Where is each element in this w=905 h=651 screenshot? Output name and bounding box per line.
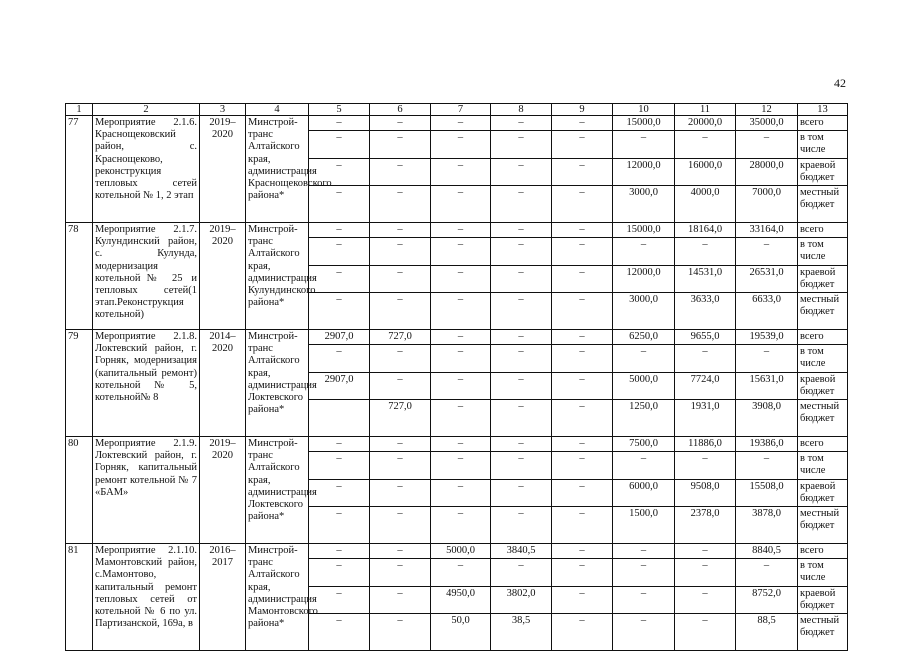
funding-source: краевой бюджет	[798, 158, 848, 185]
funding-value: –	[552, 586, 613, 613]
funding-value: –	[552, 345, 613, 372]
funding-value: –	[309, 116, 370, 131]
funding-value: –	[552, 507, 613, 544]
funding-value: 8840,5	[736, 544, 798, 559]
funding-value: 20000,0	[675, 116, 736, 131]
funding-source: краевой бюджет	[798, 586, 848, 613]
funding-value: –	[491, 452, 552, 479]
funding-value: –	[491, 479, 552, 506]
column-header: 13	[798, 104, 848, 116]
funding-value: –	[431, 238, 491, 265]
funding-value: –	[491, 293, 552, 330]
funding-source: в том числе	[798, 238, 848, 265]
funding-value: 3840,5	[491, 544, 552, 559]
funding-value: 1500,0	[613, 507, 675, 544]
funding-value: –	[309, 293, 370, 330]
funding-value: 19539,0	[736, 330, 798, 345]
funding-value: 727,0	[370, 330, 431, 345]
column-header: 7	[431, 104, 491, 116]
funding-value: –	[675, 586, 736, 613]
funding-value: –	[431, 345, 491, 372]
funding-value: –	[431, 293, 491, 330]
table-row	[66, 223, 848, 238]
funding-value: –	[370, 238, 431, 265]
funding-value: –	[309, 479, 370, 506]
funding-value: 727,0	[370, 400, 431, 437]
funding-value: –	[491, 372, 552, 399]
funding-value: –	[370, 158, 431, 185]
funding-value: –	[613, 131, 675, 158]
implementation-period: 2016– 2017	[200, 544, 246, 651]
funding-value: –	[491, 186, 552, 223]
responsible-executor: Минстрой-транс Алтайского края, администрация Краснощековского района*	[246, 116, 309, 223]
funding-value: –	[552, 559, 613, 586]
funding-value: 35000,0	[736, 116, 798, 131]
funding-value: –	[675, 452, 736, 479]
funding-value: –	[491, 223, 552, 238]
funding-value: 4000,0	[675, 186, 736, 223]
column-header: 3	[200, 104, 246, 116]
funding-value: –	[613, 559, 675, 586]
funding-value: –	[552, 479, 613, 506]
funding-source: краевой бюджет	[798, 265, 848, 292]
funding-value: –	[370, 586, 431, 613]
funding-value: –	[370, 293, 431, 330]
funding-value: –	[309, 238, 370, 265]
funding-value: –	[613, 544, 675, 559]
column-header: 2	[93, 104, 200, 116]
funding-value: –	[552, 223, 613, 238]
funding-value: –	[675, 238, 736, 265]
funding-value: –	[370, 186, 431, 223]
funding-value: –	[613, 345, 675, 372]
funding-source: всего	[798, 330, 848, 345]
funding-value: 2378,0	[675, 507, 736, 544]
column-header: 8	[491, 104, 552, 116]
funding-value: –	[491, 158, 552, 185]
funding-value: –	[491, 131, 552, 158]
funding-value: 5000,0	[613, 372, 675, 399]
page-number: 42	[834, 76, 846, 90]
funding-source: в том числе	[798, 559, 848, 586]
funding-value: –	[552, 400, 613, 437]
funding-value: –	[736, 559, 798, 586]
record-number: 80	[66, 437, 93, 544]
funding-value: 7724,0	[675, 372, 736, 399]
funding-value: –	[552, 614, 613, 651]
funding-value: 7000,0	[736, 186, 798, 223]
funding-value: –	[309, 544, 370, 559]
funding-value: 1931,0	[675, 400, 736, 437]
implementation-period: 2019– 2020	[200, 223, 246, 330]
column-header: 12	[736, 104, 798, 116]
column-header: 9	[552, 104, 613, 116]
column-number-header-row	[66, 104, 848, 116]
funding-value	[309, 400, 370, 437]
funding-value: –	[675, 131, 736, 158]
funding-source: всего	[798, 437, 848, 452]
funding-source: краевой бюджет	[798, 479, 848, 506]
funding-value: –	[552, 158, 613, 185]
funding-value: –	[613, 452, 675, 479]
funding-value: –	[431, 330, 491, 345]
funding-value: 3878,0	[736, 507, 798, 544]
column-header: 10	[613, 104, 675, 116]
funding-value: 3633,0	[675, 293, 736, 330]
funding-value: 15631,0	[736, 372, 798, 399]
funding-value: –	[431, 131, 491, 158]
funding-source: местный бюджет	[798, 186, 848, 223]
funding-value: –	[613, 586, 675, 613]
funding-value: –	[552, 544, 613, 559]
table-row	[66, 437, 848, 452]
funding-value: –	[431, 507, 491, 544]
funding-value: –	[431, 265, 491, 292]
funding-value: –	[370, 372, 431, 399]
funding-source: в том числе	[798, 452, 848, 479]
record-number: 78	[66, 223, 93, 330]
funding-value: 1250,0	[613, 400, 675, 437]
funding-value: –	[370, 507, 431, 544]
funding-value: –	[491, 507, 552, 544]
funding-value: –	[431, 372, 491, 399]
funding-value: –	[675, 544, 736, 559]
implementation-period: 2019– 2020	[200, 437, 246, 544]
record-number: 79	[66, 330, 93, 437]
funding-value: –	[613, 238, 675, 265]
funding-value: 15000,0	[613, 116, 675, 131]
funding-value: –	[736, 345, 798, 372]
funding-source: всего	[798, 116, 848, 131]
funding-value: –	[370, 544, 431, 559]
responsible-executor: Минстрой-транс Алтайского края, администрация Локтевского района*	[246, 437, 309, 544]
funding-value: –	[431, 452, 491, 479]
funding-value: –	[736, 452, 798, 479]
funding-value: –	[309, 559, 370, 586]
funding-value: 6000,0	[613, 479, 675, 506]
funding-value: –	[309, 507, 370, 544]
funding-value: –	[552, 372, 613, 399]
funding-value: –	[370, 452, 431, 479]
funding-value: 28000,0	[736, 158, 798, 185]
funding-value: –	[370, 131, 431, 158]
funding-value: 19386,0	[736, 437, 798, 452]
table-row	[66, 116, 848, 131]
funding-value: –	[552, 238, 613, 265]
funding-value: –	[431, 437, 491, 452]
funding-value: –	[309, 223, 370, 238]
funding-value: –	[431, 559, 491, 586]
responsible-executor: Минстрой-транс Алтайского края, администрация Кулундинского района*	[246, 223, 309, 330]
responsible-executor: Минстрой-транс Алтайского края, администрация Мамонтовского района*	[246, 544, 309, 651]
funding-value: –	[491, 400, 552, 437]
funding-value: 9655,0	[675, 330, 736, 345]
funding-source: местный бюджет	[798, 293, 848, 330]
funding-source: в том числе	[798, 131, 848, 158]
implementation-period: 2014– 2020	[200, 330, 246, 437]
funding-value: –	[491, 116, 552, 131]
funding-value: 18164,0	[675, 223, 736, 238]
funding-value: –	[491, 265, 552, 292]
funding-value: 5000,0	[431, 544, 491, 559]
funding-value: 6250,0	[613, 330, 675, 345]
funding-value: 12000,0	[613, 265, 675, 292]
funding-value: 3908,0	[736, 400, 798, 437]
measure-name: Мероприятие 2.1.6. Краснощековский район, с. Краснощеково, реконструкция тепловых сетей котельной № 1, 2 этап	[93, 116, 200, 223]
funding-value: 3802,0	[491, 586, 552, 613]
funding-value: –	[370, 116, 431, 131]
funding-value: –	[552, 116, 613, 131]
funding-value: –	[370, 223, 431, 238]
funding-value: –	[552, 293, 613, 330]
funding-value: 14531,0	[675, 265, 736, 292]
funding-value: –	[552, 186, 613, 223]
funding-value: 3000,0	[613, 186, 675, 223]
funding-value: 11886,0	[675, 437, 736, 452]
funding-source: краевой бюджет	[798, 372, 848, 399]
funding-value: –	[309, 131, 370, 158]
record-number: 77	[66, 116, 93, 223]
funding-value: –	[370, 479, 431, 506]
funding-value: –	[736, 238, 798, 265]
funding-source: в том числе	[798, 345, 848, 372]
column-header: 6	[370, 104, 431, 116]
column-header: 1	[66, 104, 93, 116]
table-row	[66, 330, 848, 345]
measure-name: Мероприятие 2.1.8. Локтевский район, г. Горняк, модернизация (капитальный ремонт) котельной № 5, котельной№ 8	[93, 330, 200, 437]
funding-value: 3000,0	[613, 293, 675, 330]
funding-value: –	[309, 158, 370, 185]
funding-value: –	[309, 345, 370, 372]
funding-value: –	[491, 559, 552, 586]
funding-value: –	[675, 559, 736, 586]
funding-value: –	[675, 614, 736, 651]
column-header: 4	[246, 104, 309, 116]
funding-value: –	[431, 223, 491, 238]
funding-value: –	[370, 265, 431, 292]
funding-value: –	[431, 186, 491, 223]
funding-value: –	[491, 437, 552, 452]
measure-name: Мероприятие 2.1.10. Мамонтовский район, с.Мамонтово, капитальный ремонт тепловых сетей от котельной № 6 по ул. Партизанской, 169а, в	[93, 544, 200, 651]
funding-value: –	[370, 437, 431, 452]
funding-value: 88,5	[736, 614, 798, 651]
implementation-period: 2019– 2020	[200, 116, 246, 223]
funding-value: –	[552, 131, 613, 158]
funding-value: –	[309, 452, 370, 479]
funding-value: –	[675, 345, 736, 372]
funding-value: –	[491, 238, 552, 265]
funding-value: –	[431, 116, 491, 131]
funding-value: –	[309, 586, 370, 613]
funding-value: –	[309, 437, 370, 452]
column-header: 5	[309, 104, 370, 116]
funding-value: 16000,0	[675, 158, 736, 185]
table-body	[66, 116, 848, 651]
column-header: 11	[675, 104, 736, 116]
table-row	[66, 544, 848, 559]
funding-value: –	[431, 400, 491, 437]
funding-source: местный бюджет	[798, 400, 848, 437]
funding-value: 33164,0	[736, 223, 798, 238]
funding-source: местный бюджет	[798, 507, 848, 544]
funding-value: 7500,0	[613, 437, 675, 452]
funding-value: –	[370, 345, 431, 372]
funding-source: всего	[798, 544, 848, 559]
program-measures-table	[65, 103, 848, 651]
funding-value: 6633,0	[736, 293, 798, 330]
funding-value: 2907,0	[309, 372, 370, 399]
funding-value: –	[309, 186, 370, 223]
funding-value: 8752,0	[736, 586, 798, 613]
measure-name: Мероприятие 2.1.9. Локтевский район, г. Горняк, капитальный ремонт котельной № 7 «БАМ»	[93, 437, 200, 544]
funding-value: 2907,0	[309, 330, 370, 345]
funding-value: –	[552, 452, 613, 479]
funding-value: –	[370, 614, 431, 651]
funding-value: 15508,0	[736, 479, 798, 506]
funding-value: –	[613, 614, 675, 651]
funding-value: 15000,0	[613, 223, 675, 238]
funding-value: –	[552, 330, 613, 345]
funding-source: всего	[798, 223, 848, 238]
funding-source: местный бюджет	[798, 614, 848, 651]
record-number: 81	[66, 544, 93, 651]
funding-value: 12000,0	[613, 158, 675, 185]
funding-value: –	[491, 345, 552, 372]
funding-value: –	[552, 437, 613, 452]
funding-value: –	[431, 158, 491, 185]
funding-value: 26531,0	[736, 265, 798, 292]
funding-value: 9508,0	[675, 479, 736, 506]
funding-value: –	[736, 131, 798, 158]
funding-value: 50,0	[431, 614, 491, 651]
measure-name: Мероприятие 2.1.7. Кулундинский район, с. Кулунда, модернизация котельной№ 25 и тепловых сетей(1 этап.Реконструкция котельной)	[93, 223, 200, 330]
funding-value: –	[552, 265, 613, 292]
funding-value: 4950,0	[431, 586, 491, 613]
funding-value: –	[431, 479, 491, 506]
funding-value: –	[309, 614, 370, 651]
funding-value: –	[370, 559, 431, 586]
funding-value: 38,5	[491, 614, 552, 651]
funding-value: –	[309, 265, 370, 292]
funding-value: –	[491, 330, 552, 345]
responsible-executor: Минстрой-транс Алтайского края, администрация Локтевского района*	[246, 330, 309, 437]
